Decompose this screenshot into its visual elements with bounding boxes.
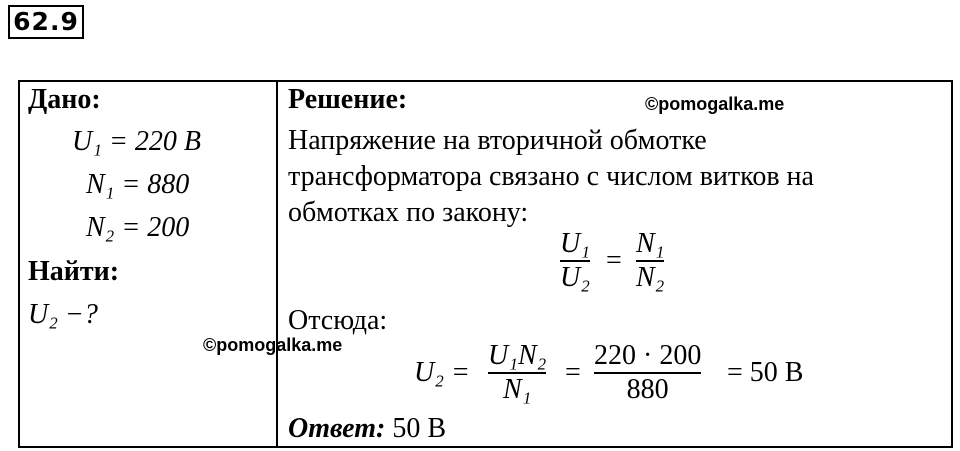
solution-line-3: обмотках по закону: (288, 197, 529, 228)
watermark-top: ©pomogalka.me (645, 94, 785, 114)
column-divider (276, 80, 278, 448)
problem-number: 62.9 (8, 5, 84, 39)
law-equals: = (606, 245, 622, 276)
given-n2: N₂ = 200 (86, 212, 190, 243)
find-heading: Найти: (28, 256, 120, 287)
given-n1: N₁ = 880 (86, 169, 190, 200)
law-left-numerator: U₁ (560, 228, 590, 259)
law-left-denominator: U₂ (560, 262, 590, 293)
calc-lhs: U₂ = (414, 357, 470, 388)
calc-equals: = (565, 357, 581, 388)
law-right-fraction (636, 228, 664, 294)
calc-fraction-1-numerator: U₁N₂ (488, 340, 547, 371)
law-left-fraction (560, 228, 590, 294)
answer-value: 50 В (392, 413, 447, 444)
hence-label: Отсюда: (288, 305, 388, 336)
calc-fraction-1 (488, 340, 546, 406)
law-right-denominator: N₂ (636, 262, 665, 293)
watermark-bottom: ©pomogalka.me (203, 335, 343, 355)
solution-line-2: трансформатора связано с числом витков на (288, 161, 814, 192)
given-u1: U₁ = 220 В (72, 126, 201, 157)
answer-line (288, 413, 446, 445)
solution-line-1: Напряжение на вторичной обмотке (288, 125, 707, 156)
calc-fraction-2-numerator: 220 · 200 (594, 340, 702, 371)
calc-fraction-1-denominator: N₁ (502, 374, 532, 405)
law-right-numerator: N₁ (636, 228, 665, 259)
given-heading: Дано: (28, 84, 101, 115)
calc-fraction-2 (594, 340, 701, 406)
solution-heading: Решение: (288, 84, 408, 115)
calc-result: = 50 В (727, 357, 804, 388)
answer-label: Ответ: (288, 413, 386, 444)
find-target: U₂ −? (28, 299, 98, 330)
calc-fraction-2-denominator: 880 (626, 374, 669, 405)
